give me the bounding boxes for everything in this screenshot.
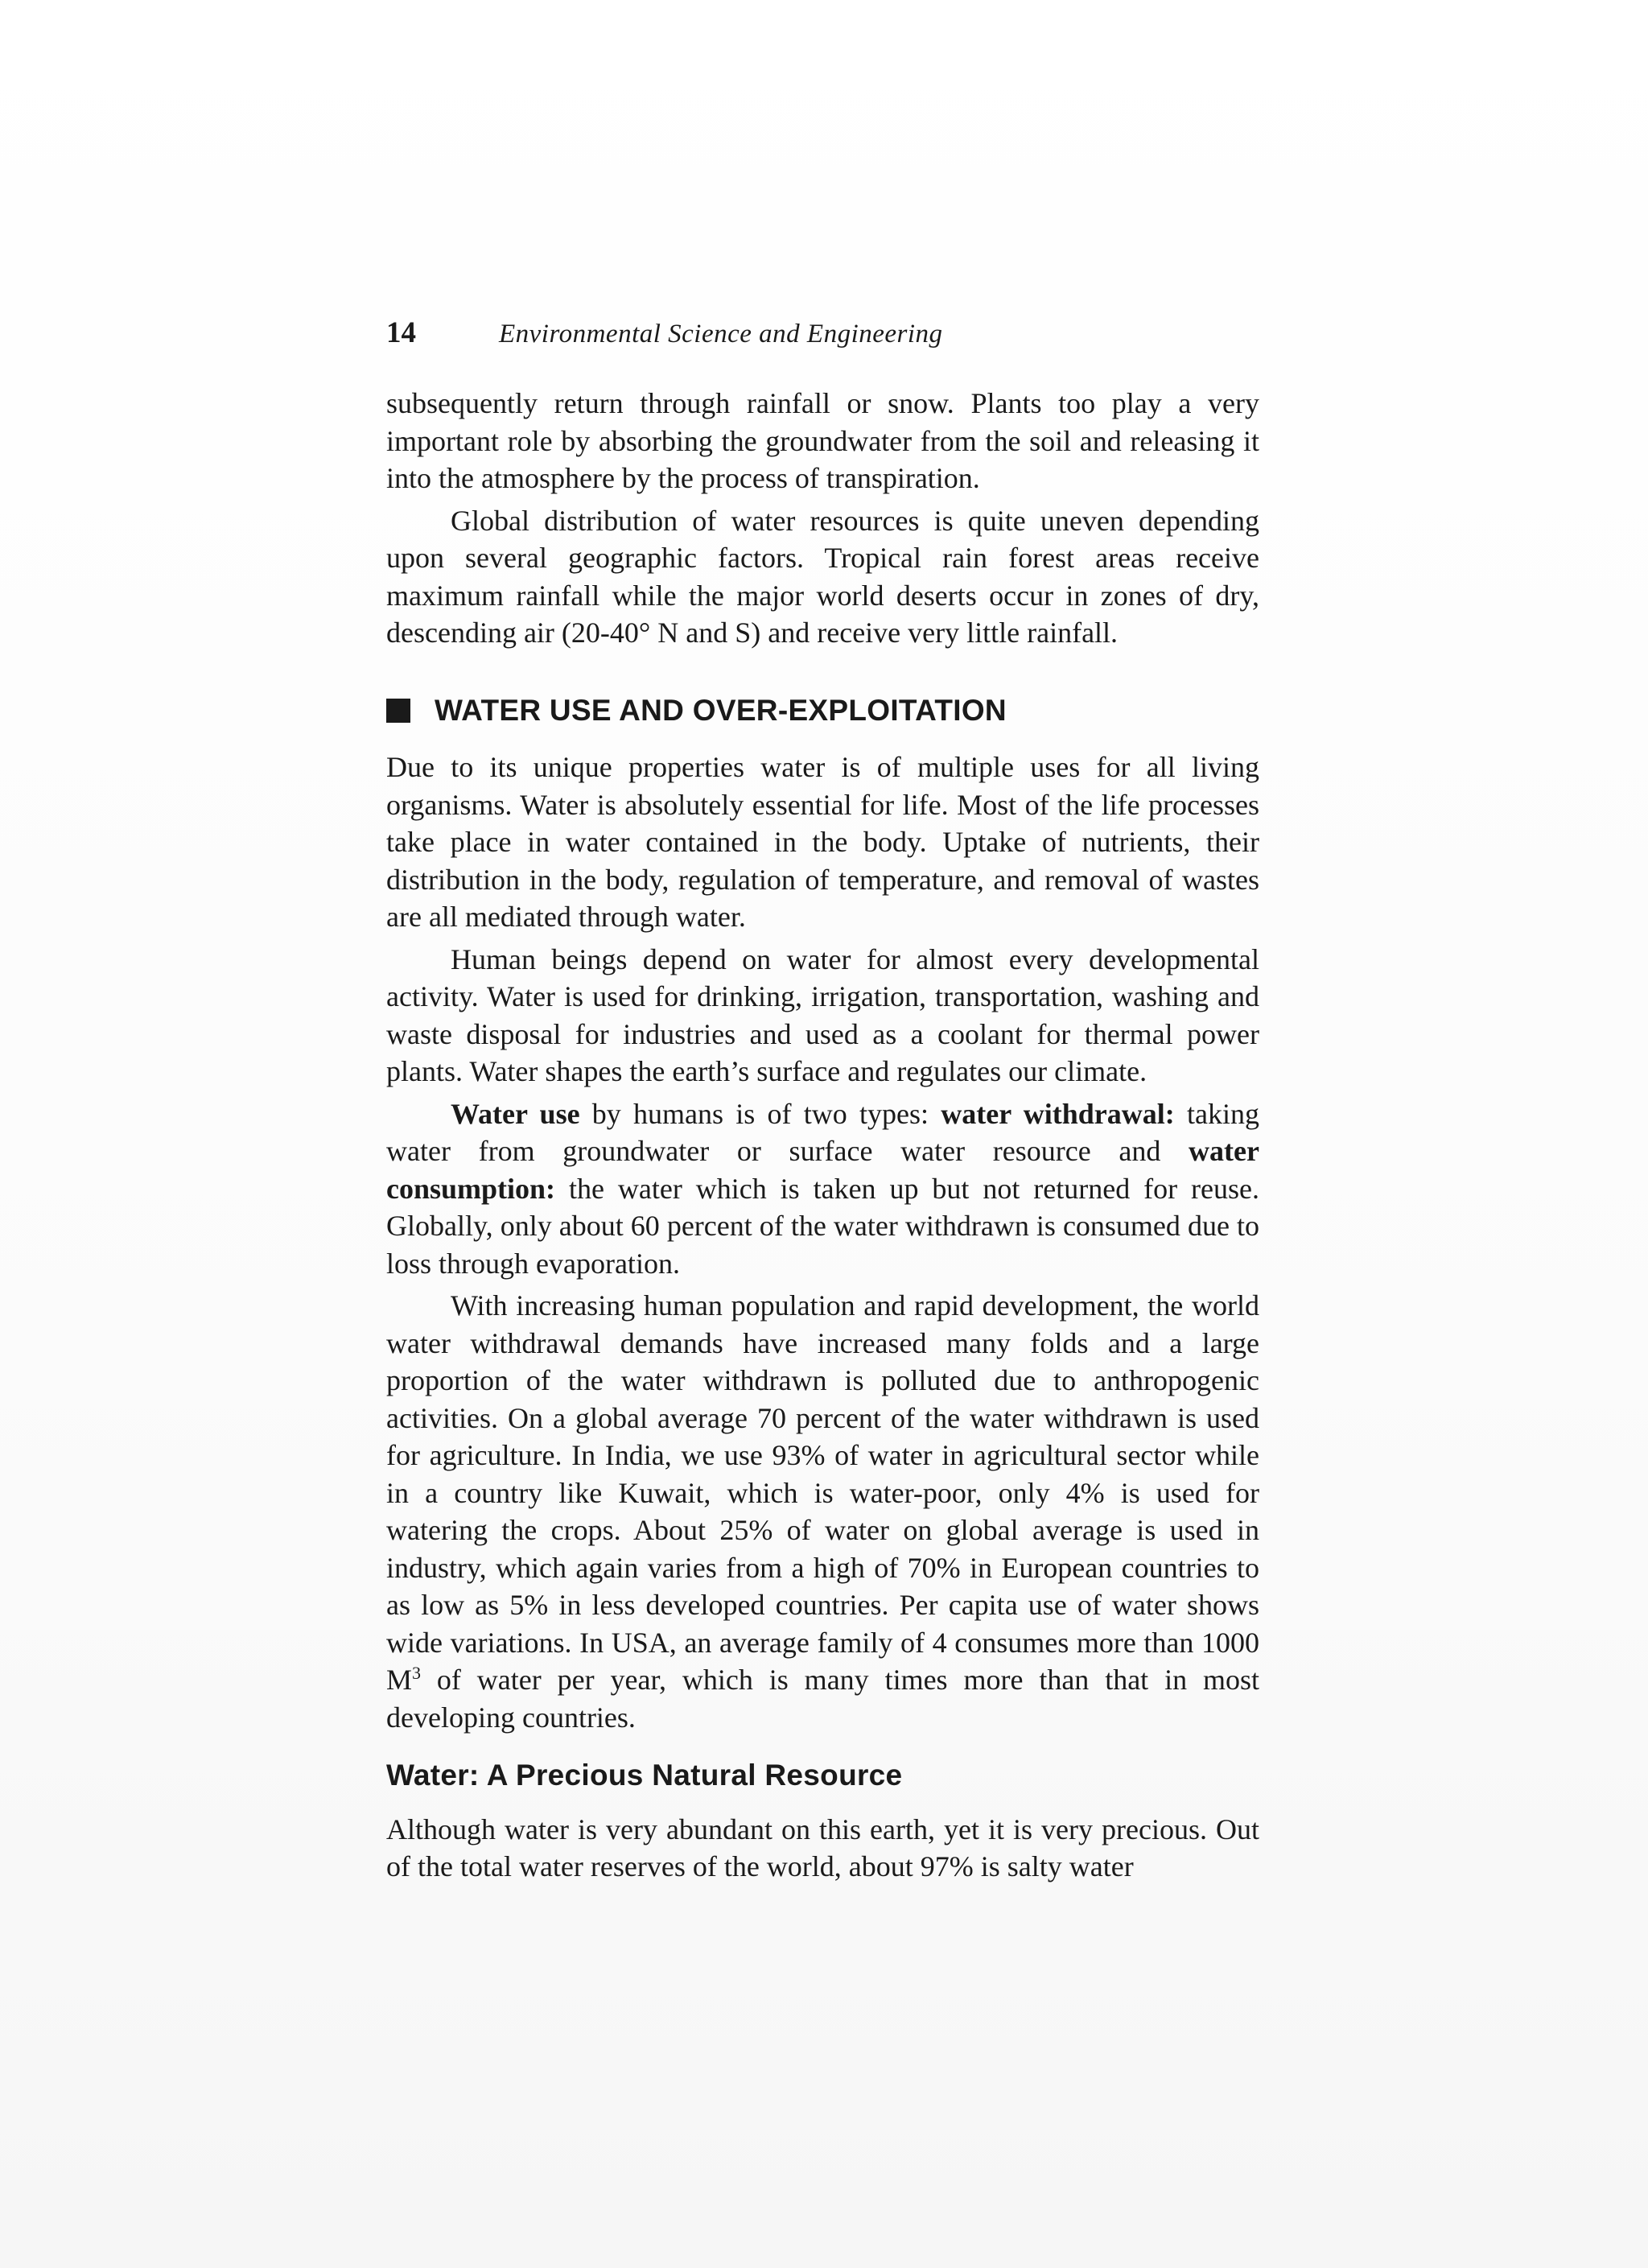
body-text bbox=[386, 385, 1259, 1891]
paragraph bbox=[386, 1287, 1259, 1736]
bold-term: water withdrawal: bbox=[941, 1097, 1175, 1130]
paragraph bbox=[386, 1095, 1259, 1283]
section-heading-text: WATER USE AND OVER-EXPLOITATION bbox=[435, 693, 1007, 727]
paragraph: Human beings depend on water for almost every developmental activity. Water is used for drinking, irrigation, transportation, washing and waste disposal for industries and used as a coolant for thermal power plants. Water shapes the earth’s surface and regulates our climate. bbox=[386, 942, 1259, 1087]
paragraph: Although water is very abundant on this earth, yet it is very precious. Out of the total water reserves of the world, about 97% is salty water bbox=[386, 1812, 1259, 1882]
running-header bbox=[386, 315, 1259, 350]
running-title: Environmental Science and Engineering bbox=[499, 320, 943, 348]
subsection-heading: Water: A Precious Natural Resource bbox=[386, 1759, 903, 1792]
bold-term: water consumption: bbox=[386, 1135, 1259, 1205]
bold-term: Water use bbox=[451, 1097, 580, 1130]
paragraph: Global distribution of water resources is quite uneven depending upon several geographic factors. Tropical rain forest areas receive maximum rainfall while the major world deserts occur in zones of dry, descending air (20-40° N and S) and receive very little rainfall. bbox=[386, 504, 1259, 649]
superscript: 3 bbox=[412, 1663, 422, 1683]
paragraph: subsequently return through rainfall or snow. Plants too play a very important role by absorbing the groundwater from the soil and releasing it into the atmosphere by the process of transpiration. bbox=[386, 387, 1259, 494]
text-run: taking water from groundwater or surface water resource and bbox=[386, 1097, 1260, 1167]
text-run: With increasing human population and rapid development, the world water withdrawal demands have increased many folds and a large proportion of the water withdrawn is polluted due to anthropogenic activities. On a global average 70 percent of the water withdrawn is used for agriculture. In India, we use 93% of water in agricultural sector while in a country like Kuwait, which is water-poor, only 4% is used for watering the crops. About 25% of water on global average is used in industry, which again varies from a high of 70% in European countries to as low as 5% in less developed countries. Per capita use of water shows wide variations. In USA, an average family of 4 consumes more than 1000 M bbox=[386, 1289, 1259, 1696]
section-heading bbox=[386, 692, 1259, 730]
text-run: by humans is of two types: bbox=[579, 1097, 941, 1130]
page-number: 14 bbox=[386, 316, 416, 349]
text-run: the water which is taken up but not returned for reuse. Globally, only about 60 percent of the water withdrawn is consumed due to loss through evaporation. bbox=[386, 1172, 1259, 1280]
paragraph: Due to its unique properties water is of multiple uses for all living organisms. Water is absolutely essential for life. Most of the life processes take place in water contained in the body. Uptake of nutrients, their distribution in the body, regulation of temperature, and removal of wastes are all mediated through water. bbox=[386, 751, 1259, 933]
square-bullet-icon bbox=[386, 699, 410, 723]
text-run: of water per year, which is many times more than that in most developing countries. bbox=[386, 1664, 1259, 1734]
